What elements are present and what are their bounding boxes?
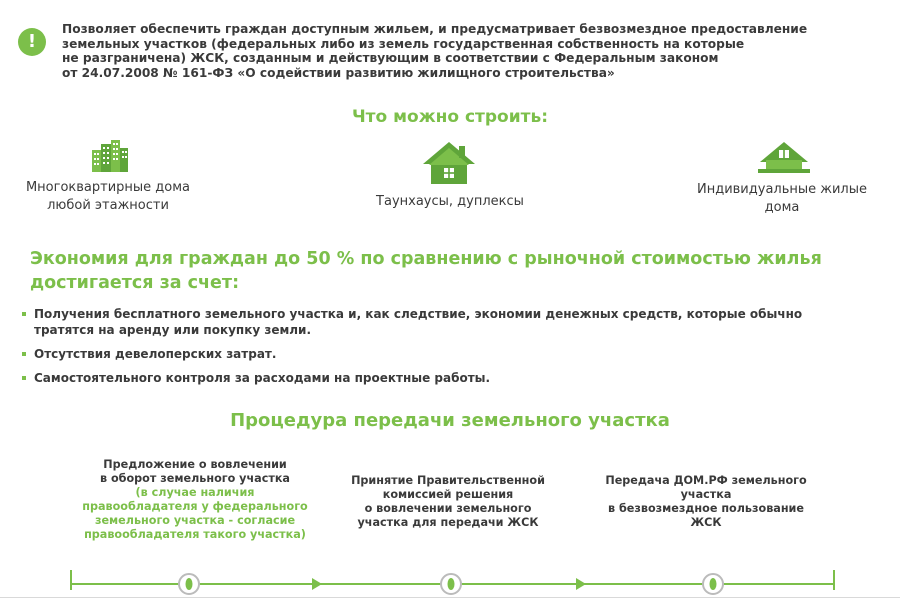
- timeline-node-1: [179, 574, 199, 594]
- procedure-title: Процедура передачи земельного участка: [230, 410, 670, 431]
- intro-line: Позволяет обеспечить граждан доступным жильем, и предусматривает безвозмездное предоставление: [62, 22, 808, 36]
- list-item: Самостоятельного контроля за расходами на проектные работы.: [22, 370, 882, 386]
- intro-line: земельных участков (федеральных либо из земель государственная собственность на которые: [62, 36, 745, 51]
- procedure-step-3: Передача ДОМ.РФ земельного участка в безвозмездное пользование ЖСК: [605, 474, 807, 529]
- list-item: Получения бесплатного земельного участка и, как следствие, экономии денежных средств, которые обычно тратятся на аренду или покупку земли.: [22, 306, 882, 338]
- townhouse-icon: [420, 140, 478, 188]
- build-item-townhouse-label: Таунхаусы, дуплексы: [376, 194, 524, 209]
- timeline-arrow-icon: [312, 578, 322, 590]
- procedure-step-1: Предложение о вовлечении в оборот земельного участка (в случае наличия правообладателя у федерального земельного участка - согласие правообладателя такого участка): [82, 458, 308, 541]
- divider: [0, 597, 900, 598]
- timeline-node-2: [441, 574, 461, 594]
- private-house-icon: [758, 140, 810, 178]
- exclamation-icon: !: [18, 28, 46, 56]
- bullet-icon: [22, 376, 26, 380]
- list-item: Отсутствия девелоперских затрат.: [22, 346, 882, 362]
- bullet-icon: [22, 312, 26, 316]
- build-item-private-house-label: Индивидуальные жилые дома: [696, 182, 867, 215]
- apartment-buildings-icon: [90, 140, 130, 176]
- procedure-timeline: [0, 564, 900, 600]
- intro-line: не разграничена) ЖСК, созданным и действующим в соответствии с Федеральным законом: [62, 51, 719, 66]
- bullet-icon: [22, 352, 26, 356]
- economy-heading: Экономия для граждан до 50 % по сравнению с рыночной стоимостью жилья достигается за счет:: [30, 249, 822, 293]
- timeline-arrow-icon: [576, 578, 586, 590]
- build-item-apartments-label: Многоквартирные дома любой этажности: [25, 180, 191, 213]
- build-section-title: Что можно строить:: [351, 107, 549, 127]
- procedure-step-2: Принятие Правительственной комиссией решения о вовлечении земельного участка для передачи ЖСК: [351, 474, 545, 529]
- intro-text: [62, 22, 862, 80]
- economy-bullet-list: [22, 306, 882, 394]
- timeline-node-3: [703, 574, 723, 594]
- intro-line: от 24.07.2008 № 161-ФЗ «О содействии развитию жилищного строительства»: [62, 65, 615, 80]
